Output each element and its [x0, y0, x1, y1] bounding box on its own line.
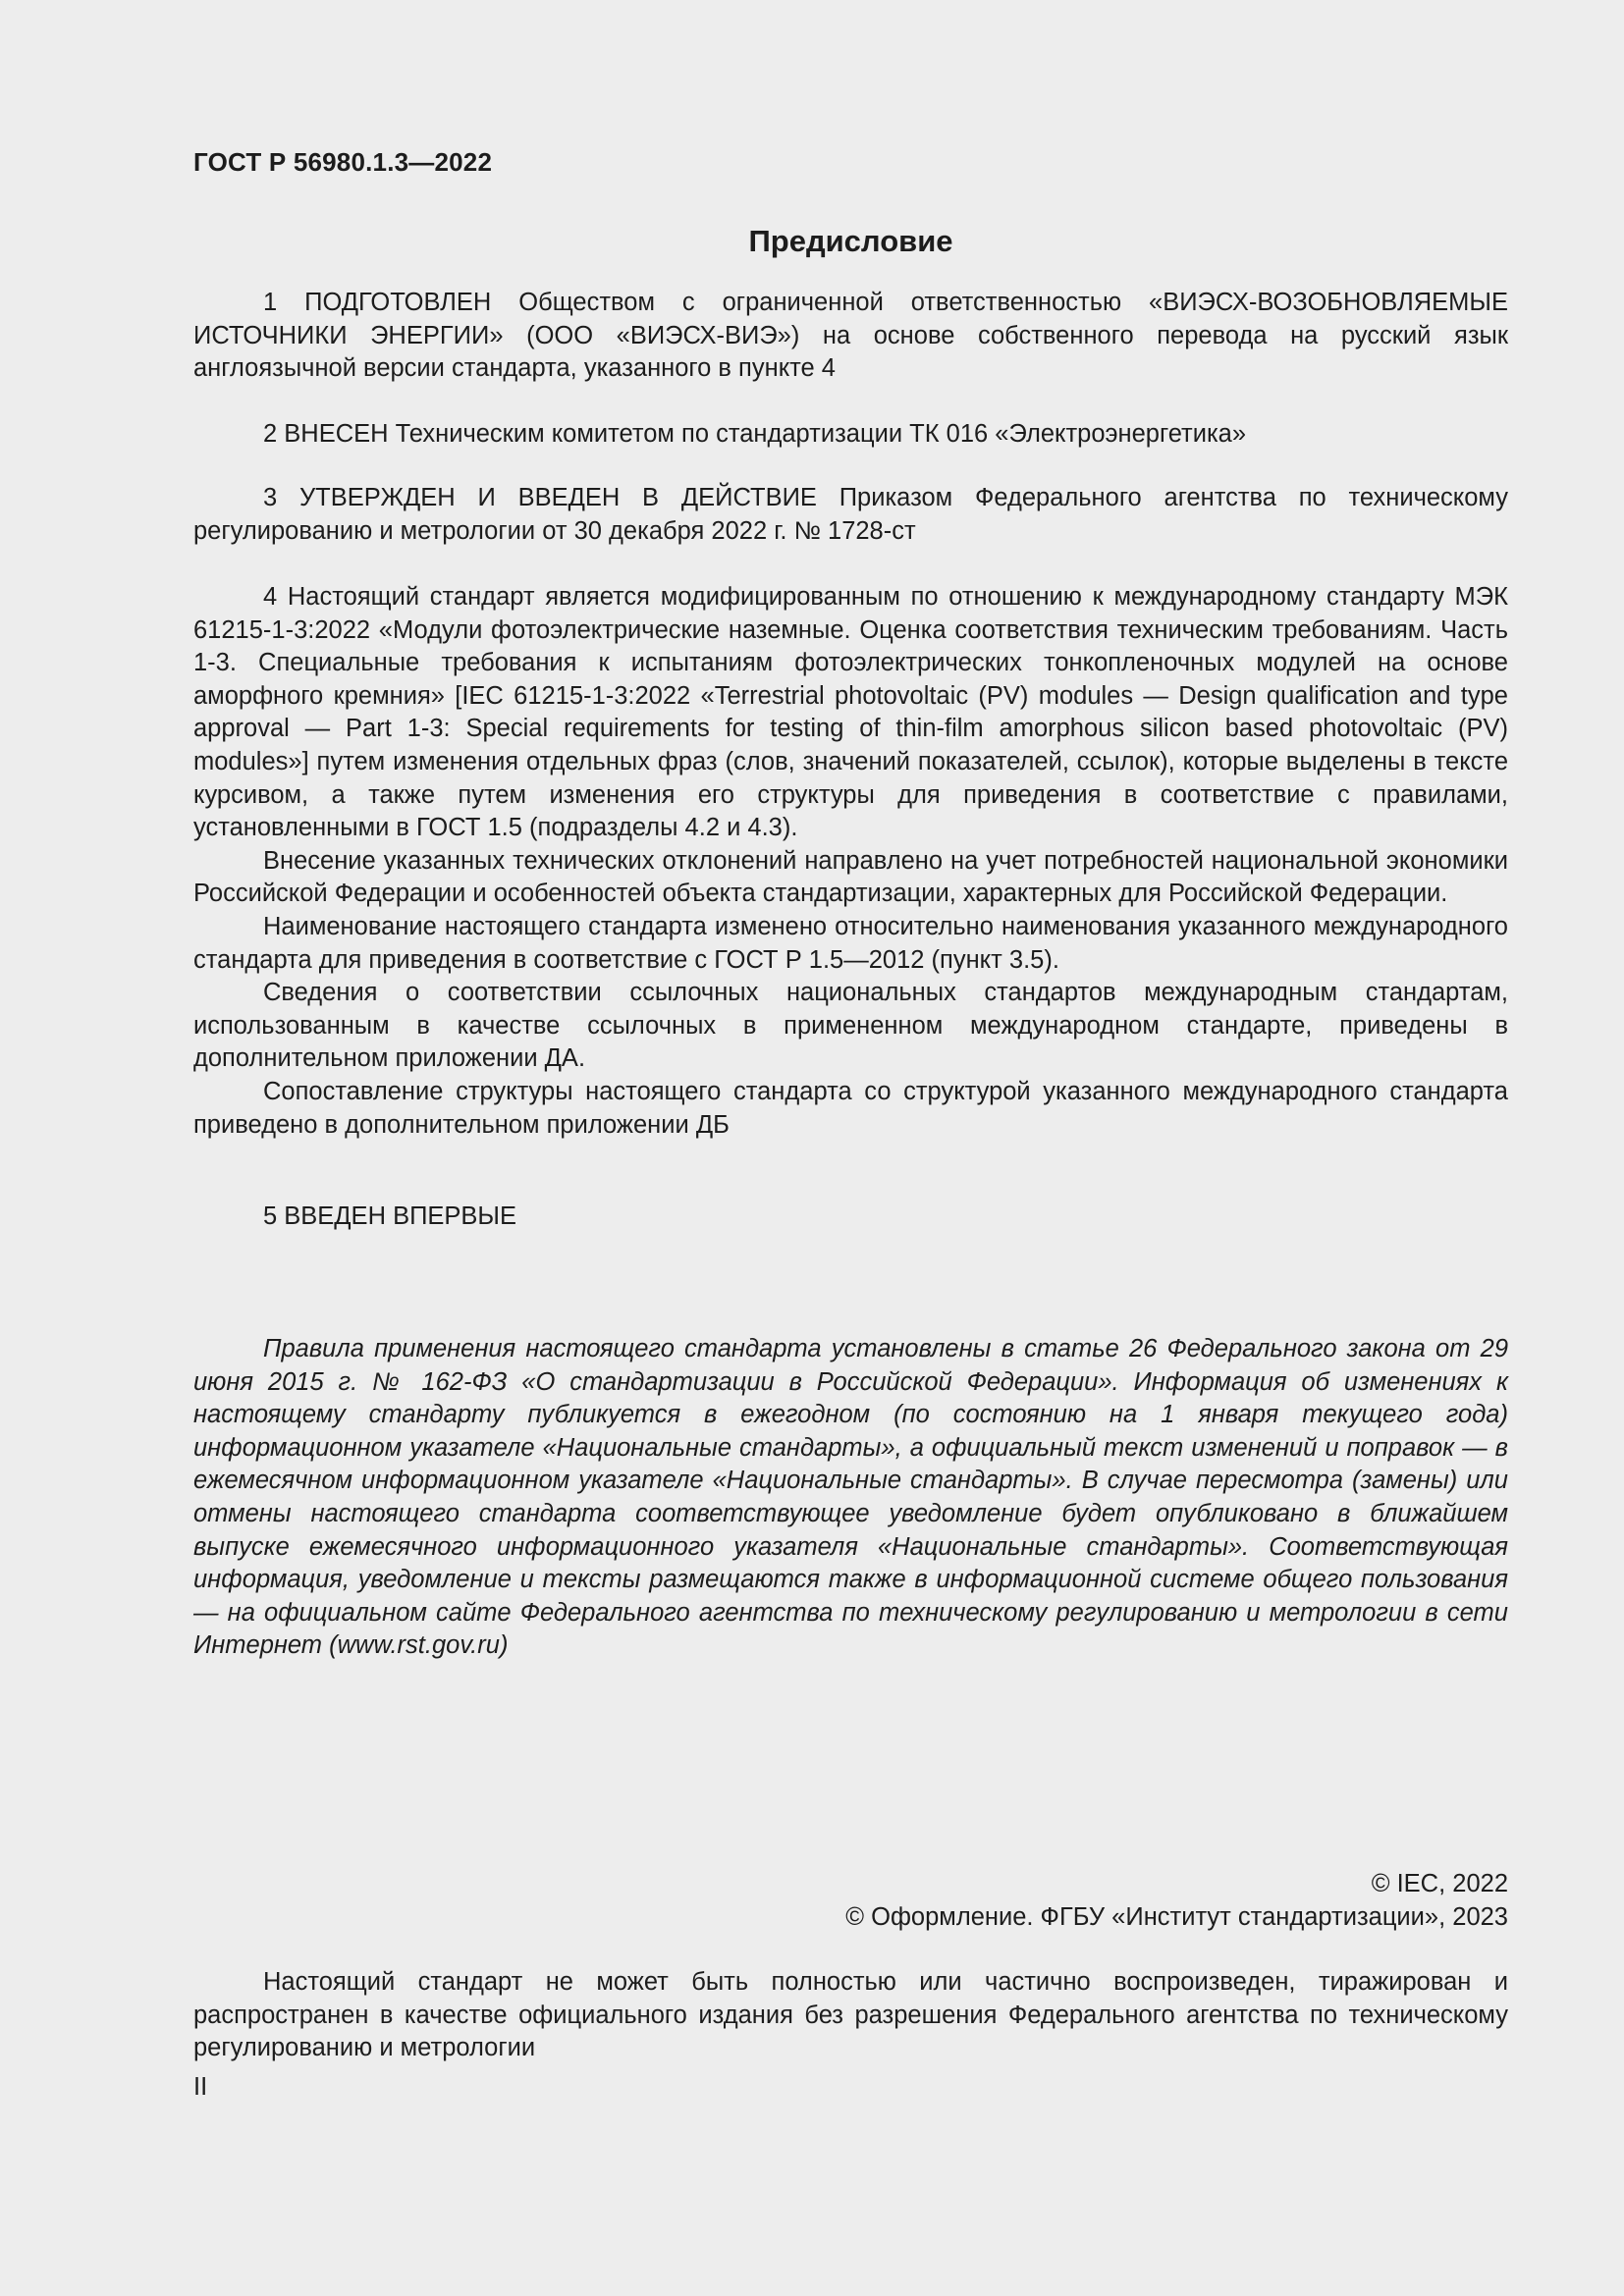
rules-notice-text: Правила применения настоящего стандарта установлены в статье 26 Федерального закона от 29 июня 2015 г. № 162-ФЗ «О стандартизации в Российской Федерации». Информация об изменениях к настоящему стандарту публикуется в ежегодном (по состоянию на 1 января текущего года) информационном указателе «Национальные стандарты», а официальный текст изменений и поправок — в ежемесячном информационном указателе «Национальные стандарты». В случае пересмотра (замены) или отмены настоящего стандарта соответствующее уведомление будет опубликовано в ближайшем выпуске ежемесячного информационного указателя «Национальные стандарты». Соответствующая информация, уведомление и тексты размещаются также в информационной системе общего пользования — на официальном сайте Федерального агентства по техническому регулированию и метрологии в сети Интернет (www.rst.gov.ru): [193, 1335, 1508, 1660]
foreword-item-4-para-2: Внесение указанных технических отклонений направлено на учет потребностей национальной экономики Российской Федерации и особенностей объекта стандартизации, характерных для Российской Федерации.: [193, 846, 1508, 908]
foreword-item-5: [193, 1201, 1508, 1234]
reproduction-notice: [193, 1966, 1508, 2065]
foreword-item-1: [193, 287, 1508, 386]
foreword-item-3-text: 3 УТВЕРЖДЕН И ВВЕДЕН В ДЕЙСТВИЕ Приказом Федерального агентства по техническому регулированию и метрологии от 30 декабря 2022 г. № 1728-ст: [193, 484, 1508, 545]
foreword-item-4-para-3: Наименование настоящего стандарта изменено относительно наименования указанного международного стандарта для приведения в соответствие с ГОСТ Р 1.5—2012 (пункт 3.5).: [193, 912, 1508, 974]
foreword-item-5-text: 5 ВВЕДЕН ВПЕРВЫЕ: [263, 1202, 517, 1230]
foreword-item-4: [193, 581, 1508, 1142]
page-number: II: [193, 2073, 208, 2101]
page-title: Предисловие: [748, 224, 953, 258]
foreword-item-1-text: 1 ПОДГОТОВЛЕН Обществом с ограниченной ответственностью «ВИЭСХ-ВОЗОБНОВЛЯЕМЫЕ ИСТОЧНИКИ ЭНЕРГИИ» (ООО «ВИЭСХ-ВИЭ») на основе собственного перевода на русский язык англоязычной версии стандарта, указанного в пункте 4: [193, 289, 1508, 383]
foreword-item-2: [193, 418, 1508, 452]
foreword-item-3: [193, 482, 1508, 548]
foreword-item-4-para-4: Сведения о соответствии ссылочных национальных стандартов международным стандартам, использованным в качестве ссылочных в примененном международном стандарте, приведены в дополнительном приложении ДА.: [193, 979, 1508, 1073]
copyright-iec: © IEC, 2022: [1371, 1870, 1508, 1897]
standard-code: ГОСТ Р 56980.1.3—2022: [193, 147, 493, 177]
foreword-item-4-para-5: Сопоставление структуры настоящего стандарта со структурой указанного международного стандарта приведено в дополнительном приложении ДБ: [193, 1077, 1508, 1139]
foreword-item-4-para-1: 4 Настоящий стандарт является модифицированным по отношению к международному стандарту МЭК 61215-1-3:2022 «Модули фотоэлектрические наземные. Оценка соответствия техническим требованиям. Часть 1-3. Специальные требования к испытаниям фотоэлектрических тонкопленочных модулей на основе аморфного кремния» [IEC 61215-1-3:2022 «Terrestrial photovoltaic (PV) modules — Design qualification and type approval — Part 1-3: Special requirements for testing of thin-film amorphous silicon based photovoltaic (PV) modules»] путем изменения отдельных фраз (слов, значений показателей, ссылок), которые выделены в тексте курсивом, а также путем изменения его структуры для приведения в соответствие с правилами, установленными в ГОСТ 1.5 (подразделы 4.2 и 4.3).: [193, 583, 1508, 842]
reproduction-notice-text: Настоящий стандарт не может быть полностью или частично воспроизведен, тиражирован и распространен в качестве официального издания без разрешения Федерального агентства по техническому регулированию и метрологии: [193, 1968, 1508, 2062]
copyright-design: © Оформление. ФГБУ «Институт стандартизации», 2023: [845, 1902, 1508, 1931]
foreword-item-2-text: 2 ВНЕСЕН Техническим комитетом по стандартизации ТК 016 «Электроэнергетика»: [263, 420, 1247, 448]
rules-notice: [193, 1333, 1508, 1663]
copyright-block: [193, 1868, 1508, 1934]
